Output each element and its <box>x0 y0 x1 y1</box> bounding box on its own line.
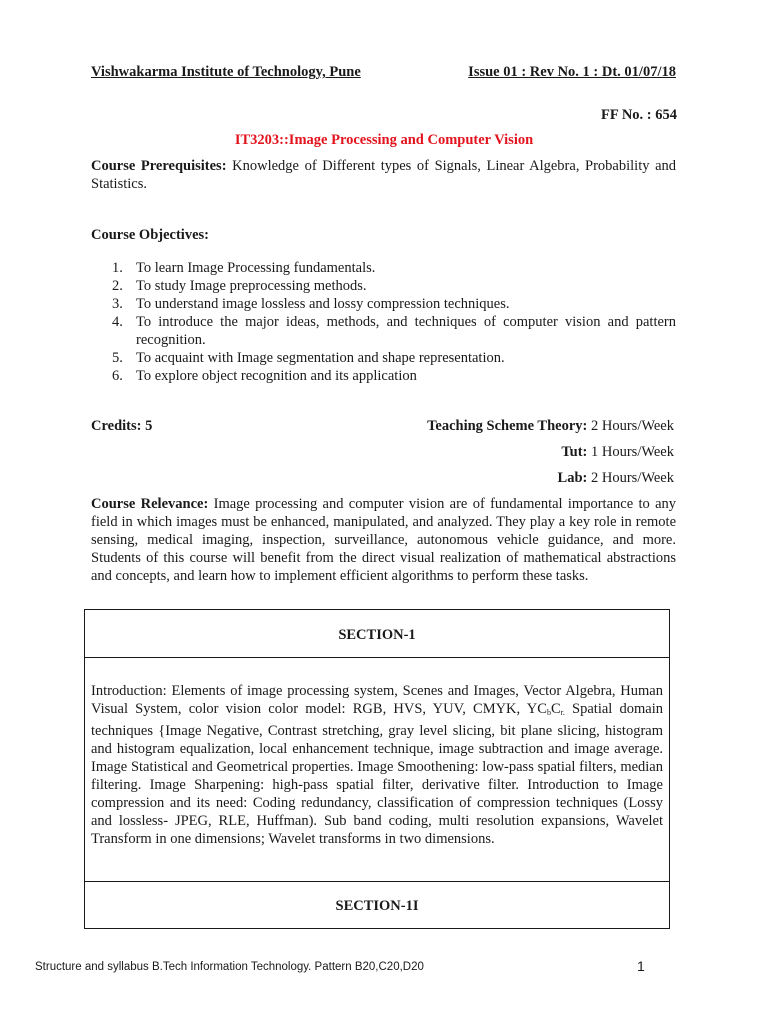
form-number: FF No. : 654 <box>601 107 677 123</box>
objective-number: 3. <box>112 296 123 312</box>
objective-text: To introduce the major ideas, methods, and techniques of computer vision and pattern recognition. <box>136 314 676 348</box>
lab-label: Lab: <box>557 470 588 486</box>
section-divider <box>85 657 669 658</box>
objective-text: To acquaint with Image segmentation and shape representation. <box>136 350 505 366</box>
objectives-list <box>91 259 676 385</box>
prerequisites-text: Knowledge of Different types of Signals, Linear Algebra, Probability and Statistics. <box>91 158 677 192</box>
course-title: IT3203::Image Processing and Computer Vision <box>234 132 534 148</box>
objective-number: 6. <box>112 368 123 384</box>
issue-revision: Issue 01 : Rev No. 1 : Dt. 01/07/18 <box>468 64 676 80</box>
objective-number: 1. <box>112 260 123 276</box>
section-1-text-end: Spatial domain techniques {Image Negative, Contrast stretching, gray level slicing, bit plane slicing, histogram and histogram equalization, local enhancement technique, image subtraction and image average. Image Statistical and Geometrical properties. Image Smoothening: low-pass spatial filters, median filtering. Image Sharpening: high-pass spatial filter, derivative filter. Introduction to Image compression and its need: Coding redundancy, classification of compression techniques (Lossy and lossless- JPEG, RLE, Huffman). Sub band coding, multi resolution expansions, Wavelet Transform in one dimensions; Wavelet transforms in two dimensions. <box>91 701 664 847</box>
lab-value: 2 Hours/Week <box>587 470 674 486</box>
objective-text: To study Image preprocessing methods. <box>136 278 367 294</box>
objective-number: 2. <box>112 278 123 294</box>
objectives-heading: Course Objectives: <box>91 227 209 243</box>
theory-value: 2 Hours/Week <box>587 418 674 434</box>
teaching-scheme-lab <box>558 470 674 487</box>
course-relevance <box>91 495 676 585</box>
page-number: 1 <box>637 958 645 974</box>
section-2-heading: SECTION-1I <box>335 898 419 914</box>
teaching-scheme-tut <box>561 444 674 461</box>
subscript-b: b <box>546 708 551 717</box>
tut-value: 1 Hours/Week <box>587 444 674 460</box>
theory-label: Teaching Scheme Theory: <box>427 418 588 434</box>
course-prerequisites <box>91 157 676 193</box>
document-header <box>91 64 676 82</box>
section-1-text-c: C <box>550 701 561 717</box>
section-1-text-start: Introduction: Elements of image processing system, Scenes and Images, Vector Algebra, Human Visual System, color vision color model: RGB, HVS, YUV, CMYK, YC <box>91 683 663 717</box>
subscript-r: r. <box>560 708 565 717</box>
prerequisites-label: Course Prerequisites: <box>91 158 227 174</box>
institute-name: Vishwakarma Institute of Technology, Pune <box>91 64 361 80</box>
section-1-heading: SECTION-1 <box>338 627 416 643</box>
section-divider <box>85 881 669 882</box>
section-1-content <box>91 682 663 848</box>
objective-item <box>91 259 676 277</box>
objective-number: 4. <box>112 314 123 330</box>
objective-item <box>91 349 676 367</box>
relevance-text: Image processing and computer vision are of fundamental importance to any field in which images must be enhanced, manipulated, and analyzed. They play a key role in remote sensing, medical imaging, inspection, surveillance, autonomous vehicle guidance, and more. Students of this course will benefit from the direct visual realization of mathematical abstractions and concepts, and learn how to implement efficient algorithms to perform these tasks. <box>91 496 677 584</box>
teaching-scheme-theory <box>427 418 674 435</box>
objective-item <box>91 277 676 295</box>
objective-number: 5. <box>112 350 123 366</box>
objective-text: To understand image lossless and lossy compression techniques. <box>136 296 510 312</box>
objective-item <box>91 313 676 349</box>
page-footer-text: Structure and syllabus B.Tech Information Technology. Pattern B20,C20,D20 <box>35 961 424 973</box>
credits: Credits: 5 <box>91 418 153 434</box>
objective-item <box>91 295 676 313</box>
objective-text: To learn Image Processing fundamentals. <box>136 260 376 276</box>
syllabus-section-table <box>84 609 670 929</box>
relevance-label: Course Relevance: <box>91 496 209 512</box>
objective-item <box>91 367 676 385</box>
tut-label: Tut: <box>561 444 588 460</box>
objective-text: To explore object recognition and its application <box>136 368 417 384</box>
